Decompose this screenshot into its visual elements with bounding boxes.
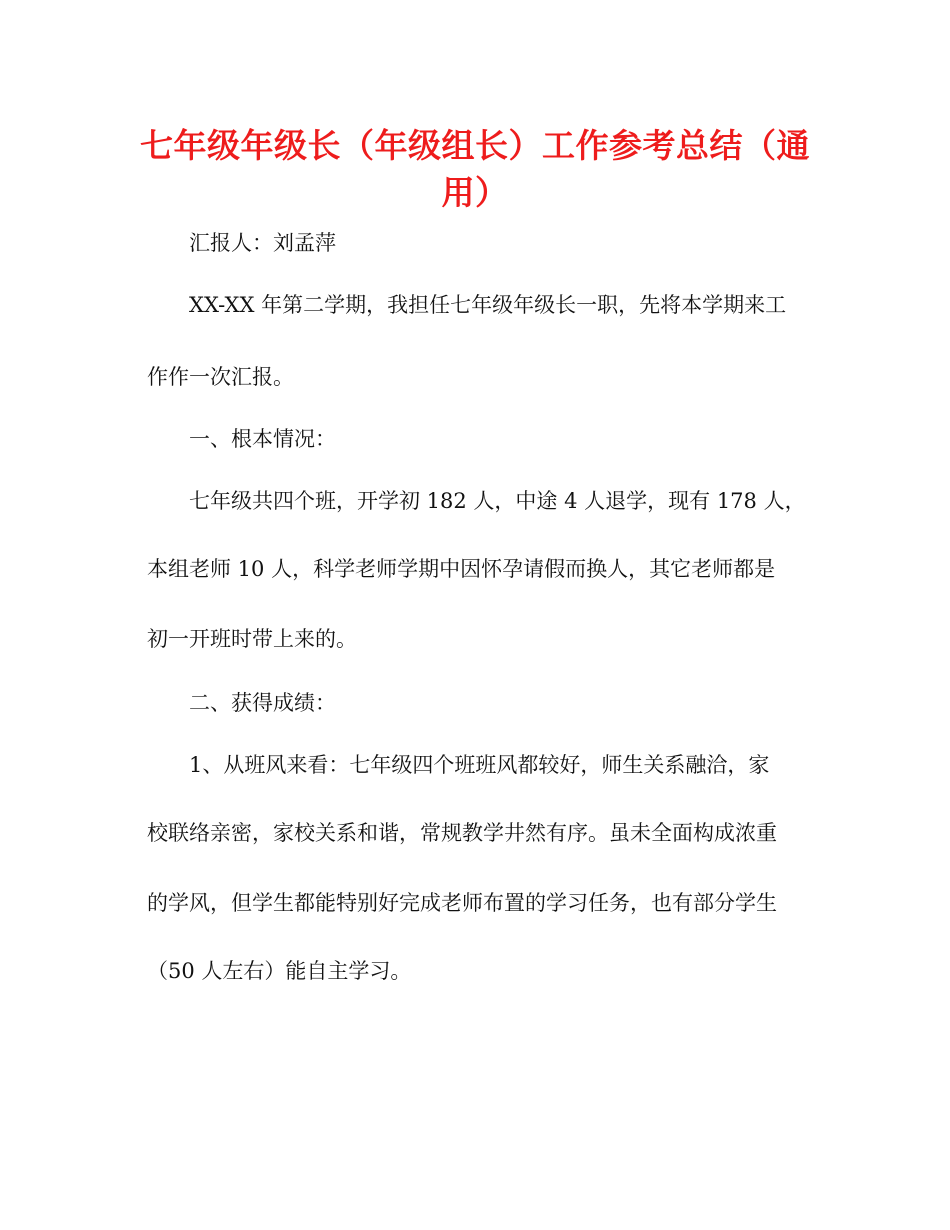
section-heading: 一、根本情况： — [189, 427, 336, 451]
body-text-line: 校联络亲密，家校关系和谐，常规教学井然有序。虽未全面构成浓重 — [147, 821, 777, 845]
body-text-line: 初一开班时带上来的。 — [147, 627, 357, 651]
body-text-line: 作作一次汇报。 — [147, 365, 294, 389]
body-text-line: XX-XX 年第二学期，我担任七年级年级长一职，先将本学期来工 — [189, 293, 787, 317]
body-text-line: 本组老师 10 人，科学老师学期中因怀孕请假而换人，其它老师都是 — [147, 557, 776, 581]
reporter-line: 汇报人：刘孟萍 — [189, 231, 336, 255]
title-line-2: 用） — [441, 173, 509, 212]
section-heading: 二、获得成绩： — [189, 691, 336, 715]
body-text-line: 1、从班风来看：七年级四个班班风都较好，师生关系融洽，家 — [189, 753, 770, 777]
document-title — [140, 122, 810, 216]
body-text-line: 七年级共四个班，开学初 182 人，中途 4 人退学，现有 178 人， — [189, 489, 806, 513]
body-text-line: 的学风，但学生都能特别好完成老师布置的学习任务，也有部分学生 — [147, 891, 777, 915]
title-line-1: 七年级年级长（年级组长）工作参考总结（通 — [140, 126, 810, 165]
body-text-line: （50 人左右）能自主学习。 — [147, 959, 412, 983]
